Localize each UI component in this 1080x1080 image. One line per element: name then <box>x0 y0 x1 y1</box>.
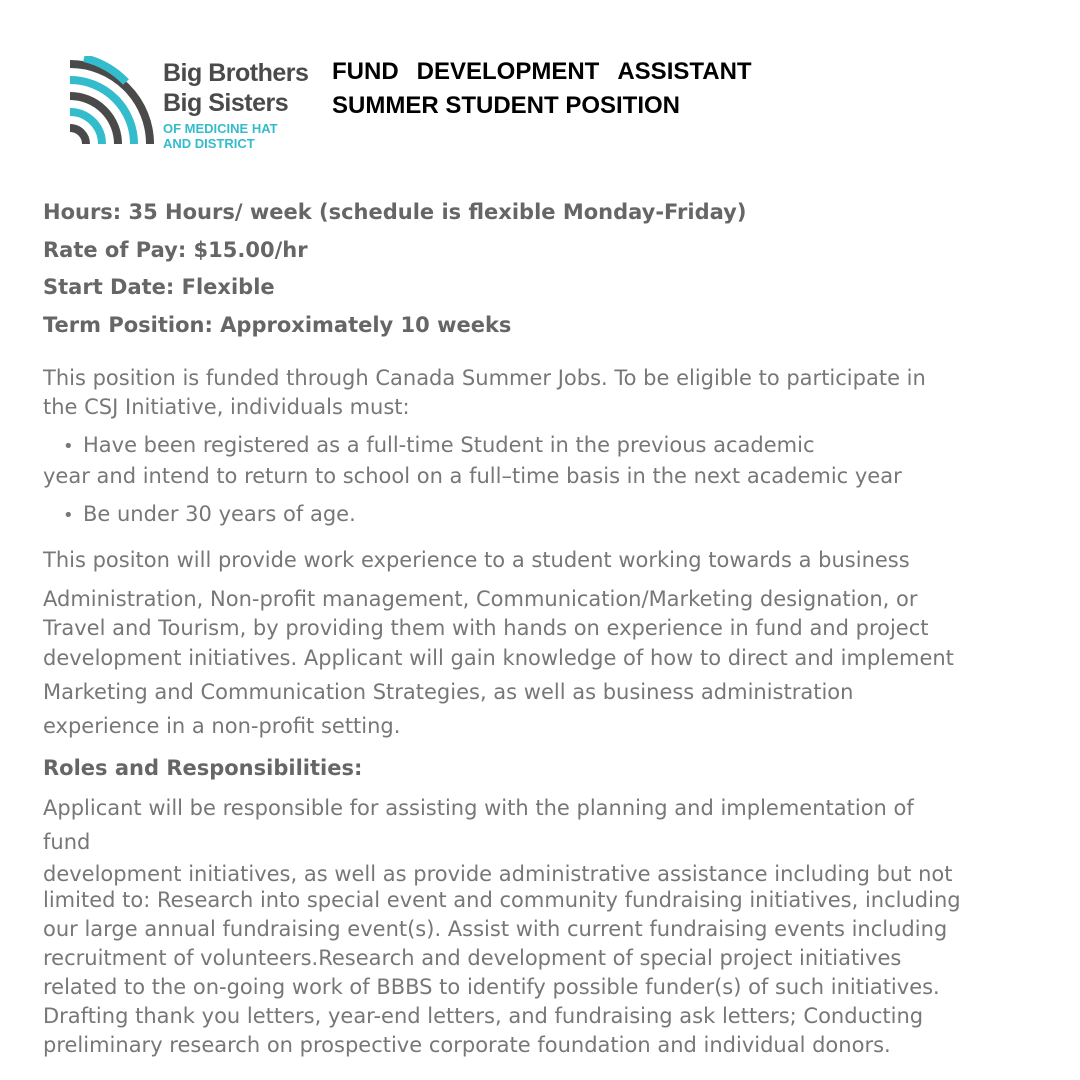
fact-hours: Hours: 35 Hours/ week (schedule is flexible Monday-Friday) <box>43 200 747 224</box>
roles-line: preliminary research on prospective corporate foundation and individual donors. <box>43 1033 891 1057</box>
job-title-word: FUND <box>332 58 399 85</box>
job-title-word: DEVELOPMENT <box>416 58 600 85</box>
eligibility-intro-line: This position is funded through Canada Summer Jobs. To be eligible to participate in <box>43 366 926 390</box>
roles-line: recruitment of volunteers.Research and development of special project initiatives <box>43 946 902 970</box>
fact-rate-of-pay: Rate of Pay: $15.00/hr <box>43 237 308 262</box>
eligibility-bullet: • Have been registered as a full-time Student in the previous academic <box>63 433 815 457</box>
job-title <box>332 55 752 123</box>
logo-sub-line1: OF MEDICINE HAT <box>163 121 278 136</box>
logo-wordmark <box>163 58 308 118</box>
job-title-word: ASSISTANT <box>617 58 752 85</box>
fact-term: Term Position: Approximately 10 weeks <box>43 312 512 337</box>
description-line: This positon will provide work experience to a student working towards a business <box>43 548 910 572</box>
job-title-line1 <box>332 55 752 89</box>
logo-subtitle <box>163 121 278 151</box>
logo-sub-line2: AND DISTRICT <box>163 136 255 151</box>
eligibility-bullet-continuation: year and intend to return to school on a full–time basis in the next academic year <box>43 464 902 488</box>
description-line: Travel and Tourism, by providing them with hands on experience in fund and project <box>43 616 929 640</box>
roles-heading: Roles and Responsibilities: <box>43 756 363 780</box>
fact-start-date: Start Date: Flexible <box>43 275 275 299</box>
bbbs-logo-icon <box>66 56 158 156</box>
eligibility-intro-line: the CSJ Initiative, individuals must: <box>43 395 410 419</box>
roles-line: Drafting thank you letters, year-end letters, and fundraising ask letters; Conducting <box>43 1004 924 1028</box>
logo-name-line2: Big Sisters <box>163 89 289 117</box>
job-title-line2: SUMMER STUDENT POSITION <box>332 92 681 119</box>
description-line: experience in a non-profit setting. <box>43 714 401 738</box>
description-line: Administration, Non-profit management, Communication/Marketing designation, or <box>43 587 918 611</box>
roles-line: our large annual fundraising event(s). Assist with current fundraising events including <box>43 917 948 941</box>
roles-line: related to the on-going work of BBBS to identify possible funder(s) of such initiatives. <box>43 975 940 999</box>
roles-line: Applicant will be responsible for assisting with the planning and implementation of <box>43 796 914 820</box>
roles-line: limited to: Research into special event and community fundraising initiatives, including <box>43 888 961 912</box>
description-line: development initiatives. Applicant will gain knowledge of how to direct and implement <box>43 646 954 670</box>
roles-line: development initiatives, as well as provide administrative assistance including but not <box>43 862 953 886</box>
job-facts <box>43 194 746 344</box>
eligibility-bullet: • Be under 30 years of age. <box>63 502 356 526</box>
logo-name-line1: Big Brothers <box>163 59 309 87</box>
description-line: Marketing and Communication Strategies, as well as business administration <box>43 680 854 704</box>
roles-line: fund <box>43 830 91 854</box>
